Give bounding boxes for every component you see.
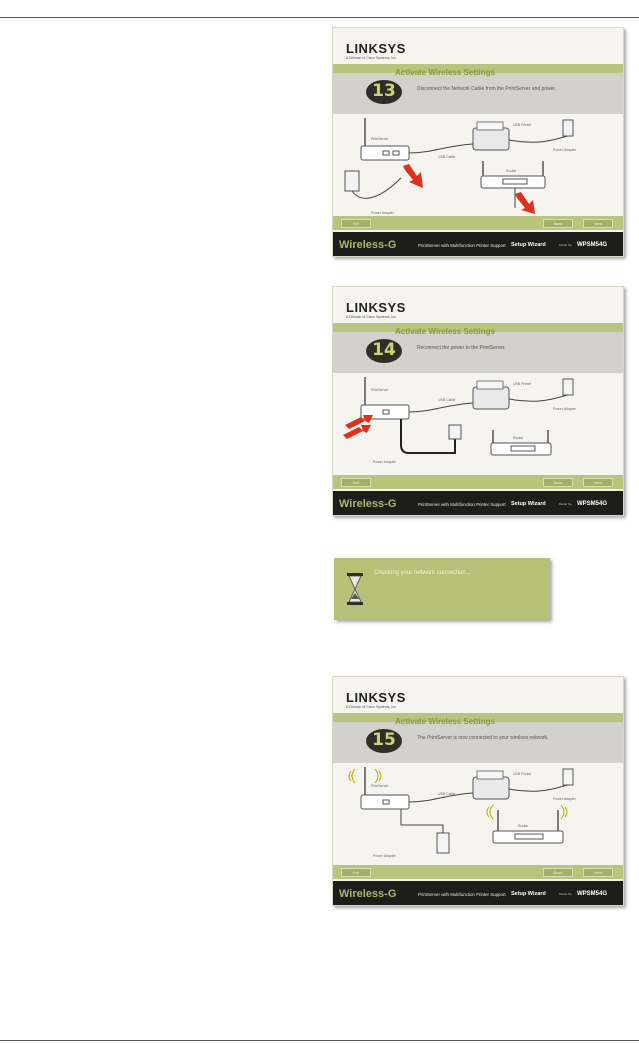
- red-arrow: [403, 164, 423, 188]
- printer-power-label: Power Adapter: [553, 797, 576, 801]
- usb-printer-label: USB Printer: [513, 772, 532, 776]
- footer-model: WPSM54G: [577, 891, 608, 897]
- printer-power-label: Power Adapter: [553, 407, 576, 411]
- printer: [473, 777, 509, 799]
- wizard-screen-step-13: [332, 27, 624, 257]
- button-bar: [333, 216, 623, 230]
- footer-product: PrintServer with Multifunction Printer Support: [418, 502, 506, 507]
- next-button[interactable]: Next: [583, 219, 613, 228]
- footer-wizard: Setup Wizard: [511, 242, 546, 248]
- wireless-signal-icon: [487, 805, 493, 819]
- step-description: The PrintServer is now connected to your wireless network.: [417, 735, 549, 741]
- footer-bar: [333, 881, 623, 905]
- footer-model-label: Model No.: [559, 243, 573, 247]
- footer-wizard: Setup Wizard: [511, 891, 546, 897]
- usb-cable-label: USB Cable: [438, 792, 456, 796]
- printserver-device: [361, 795, 409, 809]
- wizard-screen-step-14: [332, 286, 624, 516]
- next-button[interactable]: Next: [583, 478, 613, 487]
- router: [493, 831, 563, 843]
- wizard-title: Activate Wireless Settings: [395, 327, 495, 336]
- top-rule: [0, 17, 639, 18]
- router: [491, 443, 551, 455]
- footer-bar: [333, 491, 623, 515]
- bottom-rule: [0, 1040, 639, 1041]
- checking-text: Checking your network connection...: [374, 570, 471, 576]
- footer-wizard: Setup Wizard: [511, 501, 546, 507]
- usb-cable-label: USB Cable: [438, 155, 456, 159]
- footer-model-label: Model No.: [559, 502, 573, 506]
- button-bar: [333, 865, 623, 879]
- step-number: 15: [372, 730, 396, 750]
- step-description: Reconnect the power to the PrintServer.: [417, 345, 506, 351]
- hourglass-icon: [346, 573, 364, 605]
- setup-illustration: [343, 116, 613, 216]
- linksys-logo: LINKSYS: [346, 300, 406, 315]
- printer: [473, 387, 509, 409]
- router: [481, 176, 545, 188]
- back-button[interactable]: Back: [543, 219, 573, 228]
- exit-button[interactable]: Exit: [341, 868, 371, 877]
- back-button[interactable]: Back: [543, 478, 573, 487]
- usb-printer-label: USB Printer: [513, 123, 532, 127]
- power-adapter-label: Power Adapter: [371, 211, 394, 215]
- exit-button[interactable]: Exit: [341, 219, 371, 228]
- wizard-title: Activate Wireless Settings: [395, 68, 495, 77]
- footer-bar: [333, 232, 623, 256]
- logo-tagline: A Division of Cisco Systems, Inc.: [346, 56, 397, 60]
- printserver-label: PrintServer: [371, 388, 389, 392]
- linksys-logo: LINKSYS: [346, 690, 406, 705]
- wireless-signal-icon: [349, 769, 355, 783]
- logo-tagline: A Division of Cisco Systems, Inc.: [346, 705, 397, 709]
- wizard-title: Activate Wireless Settings: [395, 717, 495, 726]
- printer: [473, 128, 509, 150]
- footer-model: WPSM54G: [577, 501, 608, 507]
- checking-dialog: [334, 558, 550, 620]
- printer-power-label: Power Adapter: [553, 148, 576, 152]
- router-label: Router: [506, 169, 517, 173]
- usb-printer-label: USB Printer: [513, 382, 532, 386]
- footer-product: PrintServer with Multifunction Printer Support: [418, 892, 506, 897]
- button-bar: [333, 475, 623, 489]
- footer-brand: Wireless-G: [339, 239, 397, 251]
- footer-model-label: Model No.: [559, 892, 573, 896]
- next-button[interactable]: Next: [583, 868, 613, 877]
- step-number: 13: [372, 81, 396, 101]
- red-arrow: [515, 192, 535, 214]
- printserver-device: [361, 146, 409, 160]
- footer-brand: Wireless-G: [339, 888, 397, 900]
- exit-button[interactable]: Exit: [341, 478, 371, 487]
- printserver-label: PrintServer: [371, 137, 389, 141]
- power-adapter-label: Power Adapter: [373, 460, 396, 464]
- wizard-screen-step-15: [332, 676, 624, 906]
- logo-tagline: A Division of Cisco Systems, Inc.: [346, 315, 397, 319]
- step-number: 14: [372, 340, 396, 360]
- printserver-label: PrintServer: [371, 784, 389, 788]
- setup-illustration: [343, 375, 613, 475]
- linksys-logo: LINKSYS: [346, 41, 406, 56]
- footer-model: WPSM54G: [577, 242, 608, 248]
- back-button[interactable]: Back: [543, 868, 573, 877]
- router-label: Router: [513, 436, 524, 440]
- usb-cable-label: USB Cable: [438, 398, 456, 402]
- footer-product: PrintServer with Multifunction Printer Support: [418, 243, 506, 248]
- step-description: Disconnect the Network Cable from the PrintServer and power.: [417, 86, 557, 92]
- router-label: Router: [518, 824, 529, 828]
- setup-illustration: [343, 765, 613, 865]
- footer-brand: Wireless-G: [339, 498, 397, 510]
- power-adapter-label: Power Adapter: [373, 854, 396, 858]
